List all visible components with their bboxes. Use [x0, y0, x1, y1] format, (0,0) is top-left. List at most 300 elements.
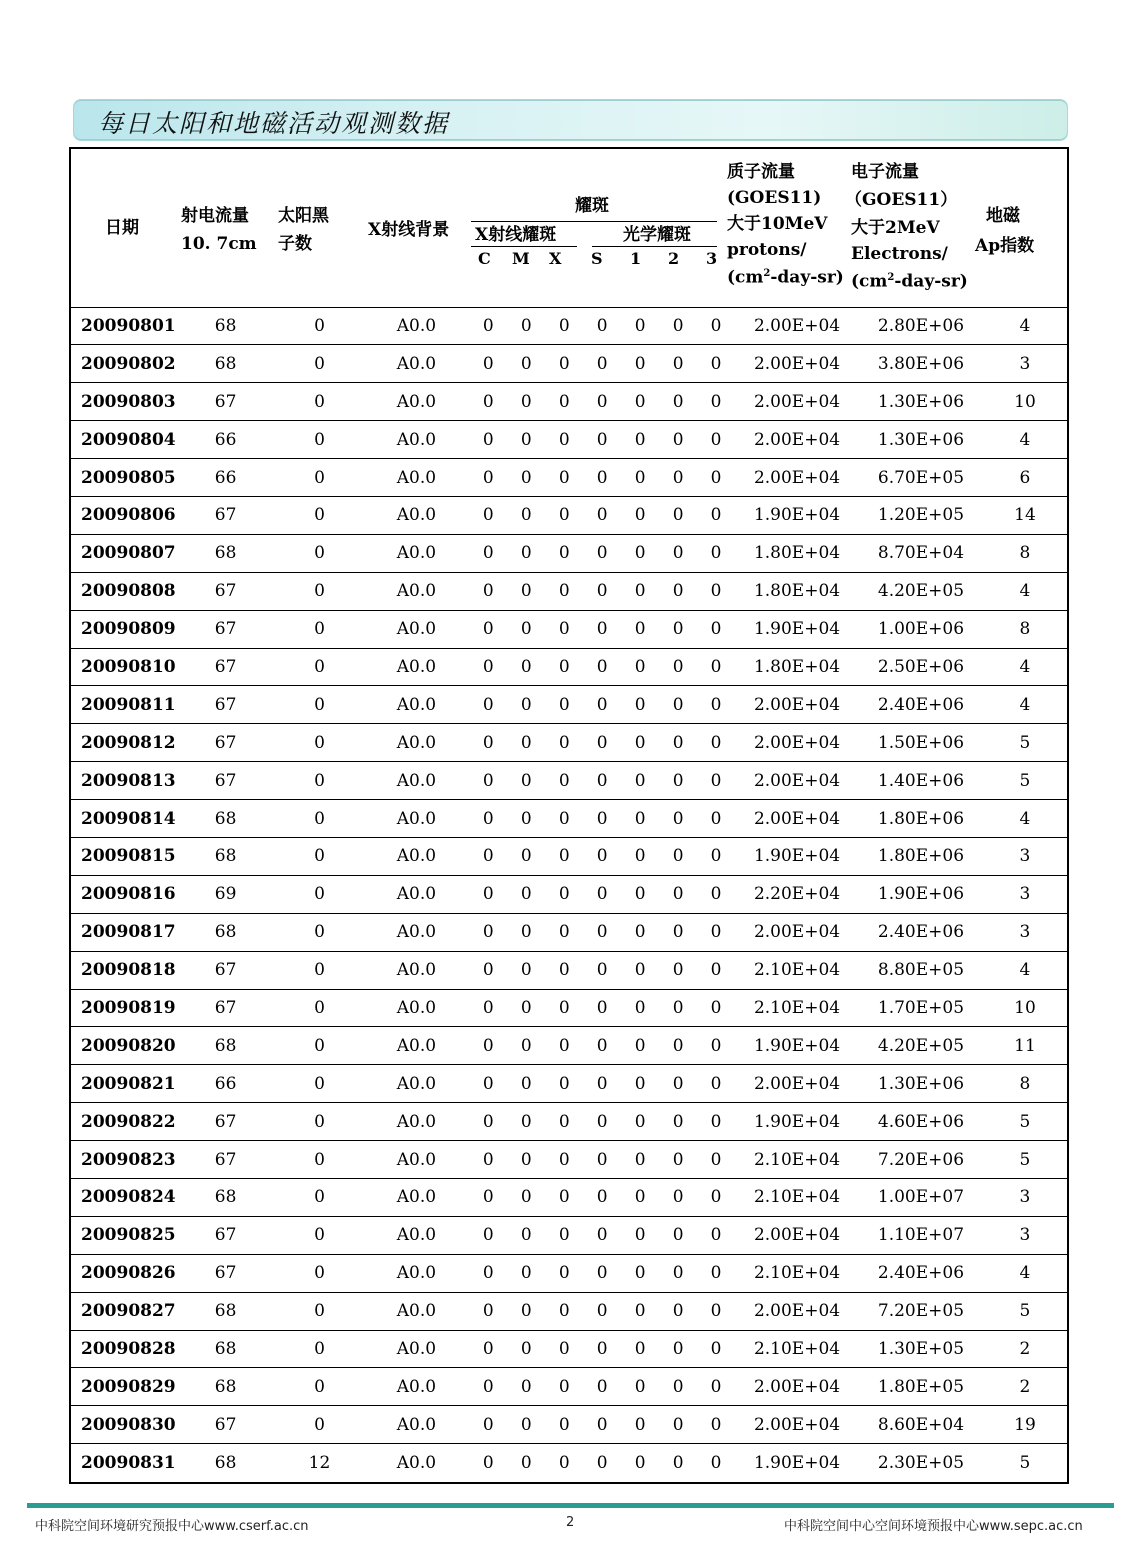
ap-index-cell: 5 [983, 724, 1067, 762]
header-xray-bg: X射线背景 [368, 220, 450, 240]
page-title: 每日太阳和地磁活动观测数据 [98, 109, 450, 138]
date-cell: 20090808 [71, 572, 176, 610]
header-sunspot-l2: 子数 [278, 234, 312, 254]
electron-flux-cell: 1.80E+05 [859, 1368, 983, 1406]
header-proton-l2: (GOES11) [727, 188, 822, 208]
optical-2-cell: 0 [659, 837, 697, 875]
optical-1-cell: 0 [621, 610, 659, 648]
optical-3-cell: 0 [710, 1452, 722, 1473]
c-flare-cell: 0 [469, 572, 507, 610]
s-flare-cell: 0 [583, 989, 621, 1027]
s-flare-cell: 0 [583, 1065, 621, 1103]
m-flare-cell: 0 [507, 534, 545, 572]
proton-flux-cell: 2.00E+04 [735, 1216, 859, 1254]
xray-flare-divider [471, 246, 577, 247]
optical-1-cell: 0 [621, 534, 659, 572]
ap-index-cell: 3 [983, 875, 1067, 913]
sunspot-cell: 12 [308, 1452, 331, 1473]
radio-flux-cell: 67 [176, 1254, 276, 1292]
optical-2-cell: 0 [659, 1141, 697, 1179]
table-row [71, 383, 1067, 421]
ap-index-cell: 5 [1019, 1452, 1031, 1473]
header-xray-flare: X射线耀斑 [475, 225, 557, 245]
sunspot-cell: 0 [276, 1330, 364, 1368]
electron-unit-a: (cm [851, 271, 888, 292]
x-flare-cell: 0 [545, 1178, 583, 1216]
electron-flux-cell: 1.30E+05 [859, 1330, 983, 1368]
date-cell: 20090801 [71, 307, 176, 345]
m-flare-cell: 0 [507, 345, 545, 383]
s-flare-cell: 0 [583, 800, 621, 838]
table-row [71, 610, 1067, 648]
date-cell: 20090816 [71, 875, 176, 913]
s-flare-cell: 0 [583, 762, 621, 800]
optical-2-cell: 0 [659, 383, 697, 421]
s-flare-cell: 0 [583, 459, 621, 497]
optical-2-cell: 0 [659, 1178, 697, 1216]
m-flare-cell: 0 [507, 724, 545, 762]
table-header [71, 149, 1067, 308]
sunspot-cell: 0 [276, 534, 364, 572]
table-row [71, 307, 1067, 345]
electron-flux-cell: 1.30E+06 [859, 421, 983, 459]
header-radio-l2: 10. 7cm [181, 234, 257, 254]
table-row [71, 459, 1067, 497]
x-flare-cell: 0 [545, 1330, 583, 1368]
optical-3-cell: 0 [697, 762, 735, 800]
radio-flux-cell: 67 [176, 951, 276, 989]
c-flare-cell: 0 [469, 345, 507, 383]
sunspot-cell: 0 [276, 837, 364, 875]
ap-index-cell: 2 [983, 1330, 1067, 1368]
optical-1-cell: 0 [621, 913, 659, 951]
x-flare-cell: 0 [545, 1254, 583, 1292]
c-flare-cell: 0 [469, 1216, 507, 1254]
optical-2-cell: 0 [659, 572, 697, 610]
xray-background-cell: A0.0 [363, 572, 469, 610]
table-row [71, 1178, 1067, 1216]
table-row [71, 496, 1067, 534]
ap-index-cell: 4 [983, 800, 1067, 838]
m-flare-cell: 0 [507, 572, 545, 610]
table-row [71, 951, 1067, 989]
electron-flux-cell: 1.30E+06 [859, 1065, 983, 1103]
radio-flux-cell: 68 [176, 837, 276, 875]
header-sub-m: M [512, 249, 530, 268]
ap-index-cell: 5 [983, 762, 1067, 800]
page-number: 2 [566, 1515, 575, 1530]
m-flare-cell: 0 [507, 913, 545, 951]
xray-background-cell: A0.0 [363, 1254, 469, 1292]
header-sub-x: X [549, 249, 562, 268]
proton-flux-cell: 2.00E+04 [735, 383, 859, 421]
optical-3-cell: 0 [697, 724, 735, 762]
x-flare-cell: 0 [545, 1027, 583, 1065]
c-flare-cell: 0 [469, 1027, 507, 1065]
table-row [71, 762, 1067, 800]
sunspot-cell: 0 [276, 421, 364, 459]
table-row [71, 837, 1067, 875]
x-flare-cell: 0 [545, 875, 583, 913]
x-flare-cell: 0 [545, 724, 583, 762]
date-cell: 20090819 [71, 989, 176, 1027]
m-flare-cell: 0 [507, 686, 545, 724]
radio-flux-cell: 68 [176, 1027, 276, 1065]
m-flare-cell: 0 [507, 989, 545, 1027]
optical-1-cell: 0 [621, 1330, 659, 1368]
optical-3-cell: 0 [697, 534, 735, 572]
c-flare-cell: 0 [469, 383, 507, 421]
c-flare-cell: 0 [469, 913, 507, 951]
radio-flux-cell: 68 [176, 1330, 276, 1368]
optical-flare-divider [592, 246, 717, 247]
table-row [71, 875, 1067, 913]
optical-1-cell: 0 [621, 572, 659, 610]
date-cell: 20090825 [71, 1216, 176, 1254]
electron-flux-cell: 1.10E+07 [859, 1216, 983, 1254]
x-flare-cell: 0 [545, 496, 583, 534]
s-flare-cell: 0 [583, 345, 621, 383]
electron-flux-cell: 8.60E+04 [859, 1406, 983, 1444]
sunspot-cell: 0 [276, 913, 364, 951]
x-flare-cell: 0 [545, 837, 583, 875]
optical-1-cell: 0 [621, 1027, 659, 1065]
sunspot-cell: 0 [276, 383, 364, 421]
proton-flux-cell: 2.00E+04 [735, 913, 859, 951]
radio-flux-cell: 67 [176, 1216, 276, 1254]
sunspot-cell: 0 [276, 951, 364, 989]
c-flare-cell: 0 [469, 534, 507, 572]
xray-background-cell: A0.0 [363, 496, 469, 534]
x-flare-cell: 0 [545, 459, 583, 497]
radio-flux-cell: 67 [176, 1141, 276, 1179]
sunspot-cell: 0 [276, 1292, 364, 1330]
xray-background-cell: A0.0 [363, 1406, 469, 1444]
xray-background-cell: A0.0 [363, 686, 469, 724]
optical-3-cell: 0 [697, 1216, 735, 1254]
header-electron-l3: 大于2MeV [851, 218, 940, 238]
m-flare-cell: 0 [507, 1141, 545, 1179]
proton-flux-cell: 2.00E+04 [735, 421, 859, 459]
xray-background-cell: A0.0 [363, 345, 469, 383]
date-cell: 20090814 [71, 800, 176, 838]
header-electron-l4: Electrons/ [851, 244, 948, 264]
table-row [71, 421, 1067, 459]
optical-3-cell: 0 [697, 875, 735, 913]
radio-flux-cell: 68 [176, 307, 276, 345]
s-flare-cell: 0 [583, 1178, 621, 1216]
optical-3-cell: 0 [697, 800, 735, 838]
optical-1-cell: 0 [621, 1216, 659, 1254]
date-cell: 20090809 [71, 610, 176, 648]
xray-background-cell: A0.0 [363, 951, 469, 989]
sunspot-cell: 0 [276, 345, 364, 383]
m-flare-cell: 0 [507, 1216, 545, 1254]
table-row [71, 1216, 1067, 1254]
optical-2-cell: 0 [659, 1065, 697, 1103]
data-table [69, 147, 1069, 1484]
radio-flux-cell: 68 [214, 1452, 237, 1473]
table-row [71, 724, 1067, 762]
optical-2-cell: 0 [659, 496, 697, 534]
optical-2-cell: 0 [659, 1368, 697, 1406]
m-flare-cell: 0 [507, 837, 545, 875]
date-cell: 20090811 [71, 686, 176, 724]
table-row [71, 1292, 1067, 1330]
proton-flux-cell: 1.90E+04 [735, 1103, 859, 1141]
date-cell: 20090820 [71, 1027, 176, 1065]
xray-background-cell: A0.0 [396, 1452, 437, 1473]
s-flare-cell: 0 [583, 1406, 621, 1444]
s-flare-cell: 0 [583, 875, 621, 913]
ap-index-cell: 3 [983, 1178, 1067, 1216]
proton-flux-cell: 2.10E+04 [735, 1330, 859, 1368]
c-flare-cell: 0 [469, 1406, 507, 1444]
x-flare-cell: 0 [545, 1065, 583, 1103]
date-cell: 20090823 [71, 1141, 176, 1179]
xray-background-cell: A0.0 [363, 1141, 469, 1179]
optical-3-cell: 0 [697, 1178, 735, 1216]
c-flare-cell: 0 [469, 762, 507, 800]
radio-flux-cell: 66 [176, 459, 276, 497]
table-row [71, 1141, 1067, 1179]
radio-flux-cell: 67 [176, 572, 276, 610]
optical-3-cell: 0 [697, 459, 735, 497]
date-cell: 20090827 [71, 1292, 176, 1330]
m-flare-cell: 0 [507, 1330, 545, 1368]
optical-3-cell: 0 [697, 951, 735, 989]
optical-1-cell: 0 [621, 1406, 659, 1444]
table-row [71, 572, 1067, 610]
sunspot-cell: 0 [276, 1103, 364, 1141]
date-cell: 20090806 [71, 496, 176, 534]
date-cell: 20090812 [71, 724, 176, 762]
optical-2-cell: 0 [659, 610, 697, 648]
c-flare-cell: 0 [469, 421, 507, 459]
m-flare-cell: 0 [507, 800, 545, 838]
optical-3-cell: 0 [697, 1103, 735, 1141]
x-flare-cell: 0 [545, 1141, 583, 1179]
table-row [71, 534, 1067, 572]
optical-1-cell: 0 [634, 1452, 646, 1473]
header-electron-l5 [851, 265, 968, 295]
table-row [71, 1103, 1067, 1141]
xray-background-cell: A0.0 [363, 610, 469, 648]
radio-flux-cell: 68 [176, 1292, 276, 1330]
optical-2-cell: 0 [659, 989, 697, 1027]
electron-flux-cell: 1.40E+06 [859, 762, 983, 800]
x-flare-cell: 0 [545, 951, 583, 989]
optical-1-cell: 0 [621, 421, 659, 459]
m-flare-cell: 0 [507, 1406, 545, 1444]
date-cell: 20090817 [71, 913, 176, 951]
s-flare-cell: 0 [583, 1141, 621, 1179]
date-cell: 20090804 [71, 421, 176, 459]
optical-2-cell: 0 [659, 951, 697, 989]
m-flare-cell: 0 [507, 307, 545, 345]
optical-2-cell: 0 [659, 1027, 697, 1065]
xray-background-cell: A0.0 [363, 1178, 469, 1216]
header-proton-l1: 质子流量 [727, 162, 795, 182]
optical-2-cell: 0 [659, 534, 697, 572]
proton-flux-cell: 2.00E+04 [735, 686, 859, 724]
electron-flux-cell: 1.50E+06 [859, 724, 983, 762]
ap-index-cell: 4 [983, 421, 1067, 459]
optical-1-cell: 0 [621, 724, 659, 762]
xray-background-cell: A0.0 [363, 1330, 469, 1368]
x-flare-cell: 0 [545, 1103, 583, 1141]
header-sub-3: 3 [706, 249, 718, 268]
radio-flux-cell: 68 [176, 913, 276, 951]
m-flare-cell: 0 [507, 875, 545, 913]
footer-right-text: 中科院空间中心空间环境预报中心www.sepc.ac.cn [784, 1519, 1083, 1534]
electron-flux-cell: 1.80E+06 [859, 800, 983, 838]
header-sub-2: 2 [668, 249, 680, 268]
xray-background-cell: A0.0 [363, 459, 469, 497]
c-flare-cell: 0 [469, 1065, 507, 1103]
s-flare-cell: 0 [583, 1254, 621, 1292]
proton-flux-cell: 1.80E+04 [735, 572, 859, 610]
electron-flux-cell: 8.80E+05 [859, 951, 983, 989]
ap-index-cell: 3 [983, 837, 1067, 875]
radio-flux-cell: 67 [176, 648, 276, 686]
x-flare-cell: 0 [545, 913, 583, 951]
header-sub-1: 1 [630, 249, 642, 268]
date-cell: 20090831 [81, 1452, 176, 1473]
proton-flux-cell: 2.00E+04 [735, 1368, 859, 1406]
xray-background-cell: A0.0 [363, 837, 469, 875]
s-flare-cell: 0 [583, 686, 621, 724]
sunspot-cell: 0 [276, 1368, 364, 1406]
m-flare-cell: 0 [507, 459, 545, 497]
sunspot-cell: 0 [276, 1065, 364, 1103]
header-ap-l2: Ap指数 [975, 236, 1035, 256]
electron-flux-cell: 8.70E+04 [859, 534, 983, 572]
table-row [71, 1330, 1067, 1368]
proton-flux-cell: 1.90E+04 [735, 610, 859, 648]
date-cell: 20090818 [71, 951, 176, 989]
footer-rule [27, 1503, 1114, 1508]
sunspot-cell: 0 [276, 724, 364, 762]
optical-1-cell: 0 [621, 1141, 659, 1179]
proton-flux-cell: 2.10E+04 [735, 1141, 859, 1179]
m-flare-cell: 0 [507, 1178, 545, 1216]
date-cell: 20090815 [71, 837, 176, 875]
date-cell: 20090810 [71, 648, 176, 686]
ap-index-cell: 5 [983, 1292, 1067, 1330]
optical-1-cell: 0 [621, 1254, 659, 1292]
proton-flux-cell: 1.90E+04 [735, 496, 859, 534]
table-row [71, 1368, 1067, 1406]
date-cell: 20090807 [71, 534, 176, 572]
x-flare-cell: 0 [545, 345, 583, 383]
proton-flux-cell: 1.90E+04 [735, 837, 859, 875]
electron-flux-cell: 1.80E+06 [859, 837, 983, 875]
proton-flux-cell: 2.10E+04 [735, 1178, 859, 1216]
sunspot-cell: 0 [276, 1178, 364, 1216]
date-cell: 20090829 [71, 1368, 176, 1406]
m-flare-cell: 0 [507, 1254, 545, 1292]
radio-flux-cell: 68 [176, 345, 276, 383]
optical-1-cell: 0 [621, 989, 659, 1027]
c-flare-cell: 0 [469, 1103, 507, 1141]
electron-flux-cell: 1.70E+05 [859, 989, 983, 1027]
electron-flux-cell: 4.20E+05 [859, 572, 983, 610]
ap-index-cell: 8 [983, 1065, 1067, 1103]
table-row [71, 345, 1067, 383]
optical-3-cell: 0 [697, 1330, 735, 1368]
table-row [71, 1444, 1067, 1482]
optical-2-cell: 0 [659, 459, 697, 497]
ap-index-cell: 4 [983, 1254, 1067, 1292]
sunspot-cell: 0 [276, 1254, 364, 1292]
proton-flux-cell: 2.00E+04 [735, 724, 859, 762]
x-flare-cell: 0 [545, 610, 583, 648]
optical-1-cell: 0 [621, 648, 659, 686]
xray-background-cell: A0.0 [363, 913, 469, 951]
c-flare-cell: 0 [469, 1330, 507, 1368]
optical-3-cell: 0 [697, 345, 735, 383]
table-body [71, 307, 1067, 1482]
electron-flux-cell: 6.70E+05 [859, 459, 983, 497]
c-flare-cell: 0 [469, 724, 507, 762]
xray-background-cell: A0.0 [363, 1027, 469, 1065]
s-flare-cell: 0 [583, 724, 621, 762]
proton-flux-cell: 1.90E+04 [735, 1027, 859, 1065]
proton-flux-cell: 2.00E+04 [735, 459, 859, 497]
c-flare-cell: 0 [469, 837, 507, 875]
electron-flux-cell: 2.50E+06 [859, 648, 983, 686]
ap-index-cell: 4 [983, 307, 1067, 345]
optical-3-cell: 0 [697, 383, 735, 421]
xray-background-cell: A0.0 [363, 724, 469, 762]
optical-1-cell: 0 [621, 1103, 659, 1141]
s-flare-cell: 0 [583, 1330, 621, 1368]
optical-3-cell: 0 [697, 648, 735, 686]
date-cell: 20090805 [71, 459, 176, 497]
x-flare-cell: 0 [545, 1406, 583, 1444]
ap-index-cell: 3 [983, 913, 1067, 951]
s-flare-cell: 0 [583, 1103, 621, 1141]
xray-background-cell: A0.0 [363, 421, 469, 459]
radio-flux-cell: 69 [176, 875, 276, 913]
optical-1-cell: 0 [621, 1368, 659, 1406]
optical-3-cell: 0 [697, 496, 735, 534]
s-flare-cell: 0 [583, 534, 621, 572]
sunspot-cell: 0 [276, 610, 364, 648]
table-row [71, 1065, 1067, 1103]
date-cell: 20090830 [71, 1406, 176, 1444]
m-flare-cell: 0 [507, 1368, 545, 1406]
radio-flux-cell: 67 [176, 610, 276, 648]
sunspot-cell: 0 [276, 459, 364, 497]
sunspot-cell: 0 [276, 686, 364, 724]
xray-background-cell: A0.0 [363, 1065, 469, 1103]
ap-index-cell: 4 [983, 951, 1067, 989]
optical-2-cell: 0 [659, 345, 697, 383]
x-flare-cell: 0 [545, 989, 583, 1027]
optical-3-cell: 0 [697, 1065, 735, 1103]
optical-2-cell: 0 [659, 1406, 697, 1444]
c-flare-cell: 0 [469, 1141, 507, 1179]
s-flare-cell: 0 [596, 1452, 608, 1473]
optical-2-cell: 0 [659, 1292, 697, 1330]
optical-2-cell: 0 [659, 686, 697, 724]
electron-flux-cell: 1.00E+07 [859, 1178, 983, 1216]
header-proton-l3: 大于10MeV [727, 214, 828, 234]
radio-flux-cell: 67 [176, 1406, 276, 1444]
c-flare-cell: 0 [469, 989, 507, 1027]
